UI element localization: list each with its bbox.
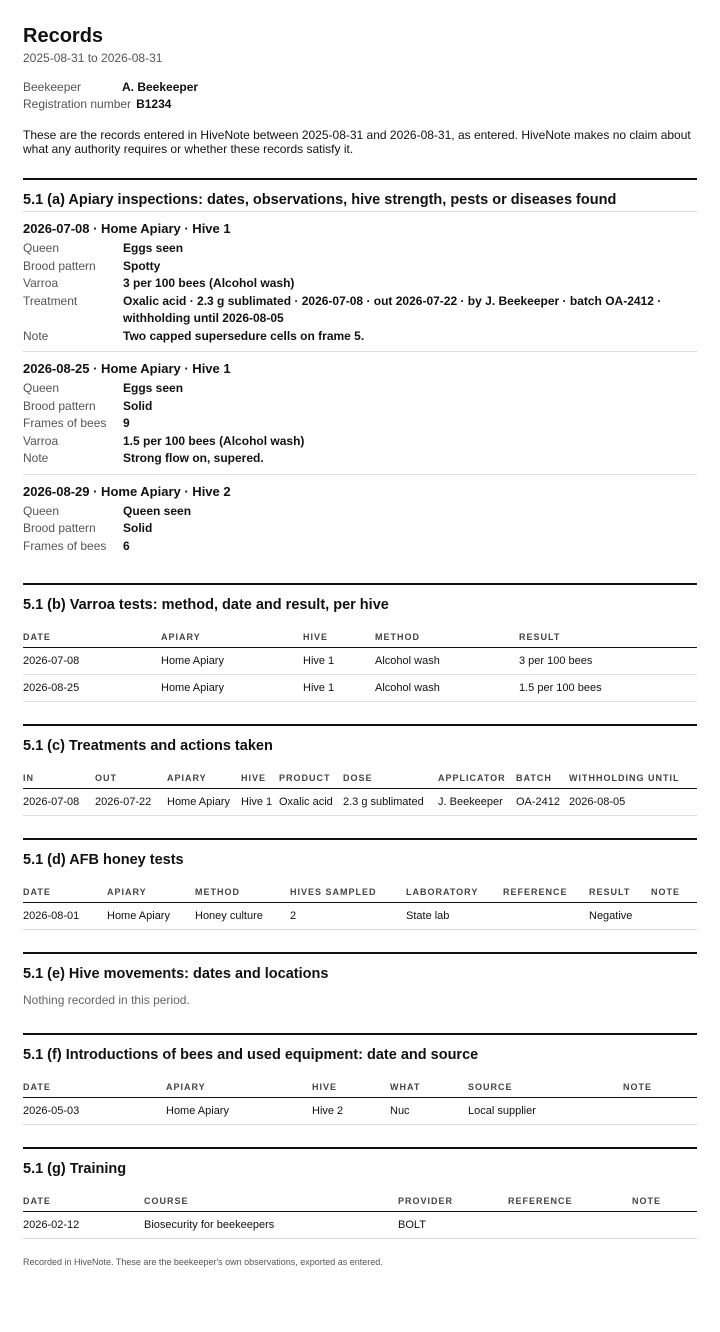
field-label: Note xyxy=(23,451,49,465)
table-cell: 2026-07-22 xyxy=(95,789,167,816)
field-value: 1.5 per 100 bees (Alcohol wash) xyxy=(123,433,305,448)
section-treatments xyxy=(23,724,697,816)
field-value: Solid xyxy=(123,521,153,535)
inspection-field xyxy=(23,415,697,433)
column-header: PROVIDER xyxy=(398,1188,508,1212)
field-label: Frames of bees xyxy=(23,416,107,430)
field-value: Two capped supersedure cells on frame 5. xyxy=(123,328,365,343)
field-label: Frames of bees xyxy=(23,538,107,553)
table-cell: Biosecurity for beekeepers xyxy=(144,1212,398,1239)
column-header: RESULT xyxy=(519,624,697,648)
table-cell: 2.3 g sublimated xyxy=(343,789,438,816)
table-cell: 3 per 100 bees xyxy=(519,648,697,675)
table-cell xyxy=(632,1212,697,1239)
table-cell: 2026-08-05 xyxy=(569,789,697,816)
table-cell: 2026-02-12 xyxy=(23,1212,144,1239)
field-value: Strong flow on, supered. xyxy=(123,451,264,465)
table-cell xyxy=(623,1098,697,1125)
inspection-field xyxy=(23,503,697,521)
field-label: Varroa xyxy=(23,433,59,448)
inspection-heading: 2026-07-08 · Home Apiary · Hive 1 xyxy=(23,221,231,236)
section-title: 5.1 (c) Treatments and actions taken xyxy=(23,738,273,754)
table-cell: Alcohol wash xyxy=(375,648,519,675)
inspection-heading: 2026-08-25 · Home Apiary · Hive 1 xyxy=(23,361,231,376)
table-cell: OA-2412 xyxy=(516,789,569,816)
field-label: Queen xyxy=(23,503,60,518)
field-label: Treatment xyxy=(23,293,78,308)
column-header: APIARY xyxy=(107,879,195,903)
table-cell: Home Apiary xyxy=(161,648,303,675)
field-value: Solid xyxy=(123,398,153,413)
table-cell: Hive 1 xyxy=(303,648,375,675)
inspection-field xyxy=(23,240,697,258)
column-header: REFERENCE xyxy=(508,1188,632,1212)
column-header: BATCH xyxy=(516,765,569,789)
section-title: 5.1 (e) Hive movements: dates and locations xyxy=(23,966,329,982)
training-table xyxy=(23,1188,697,1239)
column-header: HIVE xyxy=(312,1074,390,1098)
inspection-field xyxy=(23,328,697,346)
table-cell: 2026-07-08 xyxy=(23,789,95,816)
inspection-field xyxy=(23,293,697,328)
table-cell xyxy=(651,903,697,930)
field-label: Brood pattern xyxy=(23,398,96,413)
table-row xyxy=(23,675,697,702)
empty-state: Nothing recorded in this period. xyxy=(23,993,190,1007)
section-inspections xyxy=(23,178,697,561)
section-introductions xyxy=(23,1033,697,1125)
table-cell: Oxalic acid xyxy=(279,789,343,816)
introductions-table xyxy=(23,1074,697,1125)
table-cell: State lab xyxy=(406,903,503,930)
column-header: WHAT xyxy=(390,1074,468,1098)
table-cell: Home Apiary xyxy=(166,1098,312,1125)
inspection-field xyxy=(23,450,697,468)
field-label: Note xyxy=(23,328,49,343)
inspection-field xyxy=(23,520,697,538)
section-title: 5.1 (d) AFB honey tests xyxy=(23,852,184,868)
section-varroa xyxy=(23,583,697,702)
field-label: Brood pattern xyxy=(23,521,96,535)
table-row xyxy=(23,903,697,930)
column-header: NOTE xyxy=(632,1188,697,1212)
column-header: SOURCE xyxy=(468,1074,623,1098)
table-cell: Home Apiary xyxy=(107,903,195,930)
section-title: 5.1 (f) Introductions of bees and used equipment: date and source xyxy=(23,1047,479,1063)
column-header: APPLICATOR xyxy=(438,765,516,789)
inspection-entry xyxy=(23,352,697,475)
section-title: 5.1 (a) Apiary inspections: dates, observations, hive strength, pests or diseases found xyxy=(23,191,697,212)
section-title: 5.1 (g) Training xyxy=(23,1161,127,1177)
field-label: Queen xyxy=(23,381,60,395)
column-header: APIARY xyxy=(166,1074,312,1098)
column-header: HIVE xyxy=(241,765,279,789)
table-cell: J. Beekeeper xyxy=(438,789,516,816)
period-range: 2025-08-31 to 2026-08-31 xyxy=(23,51,163,65)
field-label: Varroa xyxy=(23,276,59,290)
column-header: APIARY xyxy=(161,624,303,648)
table-cell: Hive 1 xyxy=(303,675,375,702)
column-header: OUT xyxy=(95,765,167,789)
column-header: DATE xyxy=(23,1188,144,1212)
table-cell: Honey culture xyxy=(195,903,290,930)
table-row xyxy=(23,1098,697,1125)
column-header: HIVES SAMPLED xyxy=(290,879,406,903)
table-row xyxy=(23,648,697,675)
intro-text: These are the records entered in HiveNote between 2025-08-31 and 2026-08-31, as entered. HiveNote makes no claim about what any authority requires or whether these records satisfy it. xyxy=(23,128,691,156)
table-cell: Hive 1 xyxy=(241,789,279,816)
column-header: DATE xyxy=(23,624,161,648)
inspection-field xyxy=(23,275,697,293)
table-cell: Hive 2 xyxy=(312,1098,390,1125)
column-header: COURSE xyxy=(144,1188,398,1212)
field-value: Eggs seen xyxy=(123,381,184,395)
field-value: 3 per 100 bees (Alcohol wash) xyxy=(123,276,295,290)
inspection-field xyxy=(23,433,697,451)
table-row xyxy=(23,1212,697,1239)
table-cell: BOLT xyxy=(398,1212,508,1239)
inspection-list xyxy=(23,212,697,561)
column-header: DATE xyxy=(23,1074,166,1098)
column-header: WITHHOLDING UNTIL xyxy=(569,765,697,789)
column-header: APIARY xyxy=(167,765,241,789)
table-cell: 2026-08-25 xyxy=(23,675,161,702)
table-cell: 2 xyxy=(290,903,406,930)
footer-note: Recorded in HiveNote. These are the beekeeper's own observations, exported as entered. xyxy=(23,1257,383,1267)
table-cell: Negative xyxy=(589,903,651,930)
column-header: LABORATORY xyxy=(406,879,503,903)
column-header: DATE xyxy=(23,879,107,903)
table-cell: Alcohol wash xyxy=(375,675,519,702)
column-header: IN xyxy=(23,765,95,789)
table-cell xyxy=(503,903,589,930)
field-value: Oxalic acid · 2.3 g sublimated · 2026-07-08 · out 2026-07-22 · by J. Beekeeper · batch OA-2412 · withholding until 2026-08-05 xyxy=(123,293,662,325)
table-cell: Local supplier xyxy=(468,1098,623,1125)
inspection-field xyxy=(23,398,697,416)
afb-table xyxy=(23,879,697,930)
column-header: RESULT xyxy=(589,879,651,903)
column-header: DOSE xyxy=(343,765,438,789)
field-value: Spotty xyxy=(123,258,161,273)
section-training xyxy=(23,1147,697,1239)
section-title: 5.1 (b) Varroa tests: method, date and result, per hive xyxy=(23,597,389,613)
field-label: Brood pattern xyxy=(23,258,96,273)
inspection-field xyxy=(23,258,697,276)
field-label: Queen xyxy=(23,241,60,255)
column-header: NOTE xyxy=(651,879,697,903)
beekeeper-value: A. Beekeeper xyxy=(122,80,199,94)
inspection-field xyxy=(23,380,697,398)
section-afb xyxy=(23,838,697,930)
inspection-heading: 2026-08-29 · Home Apiary · Hive 2 xyxy=(23,483,231,499)
column-header: PRODUCT xyxy=(279,765,343,789)
beekeeper-meta xyxy=(23,79,697,113)
page-title: Records xyxy=(23,25,104,47)
column-header: HIVE xyxy=(303,624,375,648)
field-value: Queen seen xyxy=(123,503,192,518)
field-value: 6 xyxy=(123,538,130,553)
table-cell: 2026-08-01 xyxy=(23,903,107,930)
column-header: REFERENCE xyxy=(503,879,589,903)
field-value: 9 xyxy=(123,416,130,430)
column-header: METHOD xyxy=(375,624,519,648)
table-cell: Nuc xyxy=(390,1098,468,1125)
table-cell: 2026-05-03 xyxy=(23,1098,166,1125)
table-row xyxy=(23,789,697,816)
field-value: Eggs seen xyxy=(123,241,184,255)
table-cell xyxy=(508,1212,632,1239)
varroa-table xyxy=(23,624,697,702)
table-cell: 1.5 per 100 bees xyxy=(519,675,697,702)
treatments-table xyxy=(23,765,697,816)
section-movements xyxy=(23,952,697,1011)
column-header: NOTE xyxy=(623,1074,697,1098)
inspection-entry xyxy=(23,475,697,562)
registration-label: Registration number xyxy=(23,97,132,111)
registration-value: B1234 xyxy=(136,97,172,111)
table-cell: Home Apiary xyxy=(161,675,303,702)
table-cell: Home Apiary xyxy=(167,789,241,816)
inspection-entry xyxy=(23,212,697,352)
column-header: METHOD xyxy=(195,879,290,903)
beekeeper-label: Beekeeper xyxy=(23,80,82,94)
inspection-field xyxy=(23,538,697,556)
table-cell: 2026-07-08 xyxy=(23,648,161,675)
